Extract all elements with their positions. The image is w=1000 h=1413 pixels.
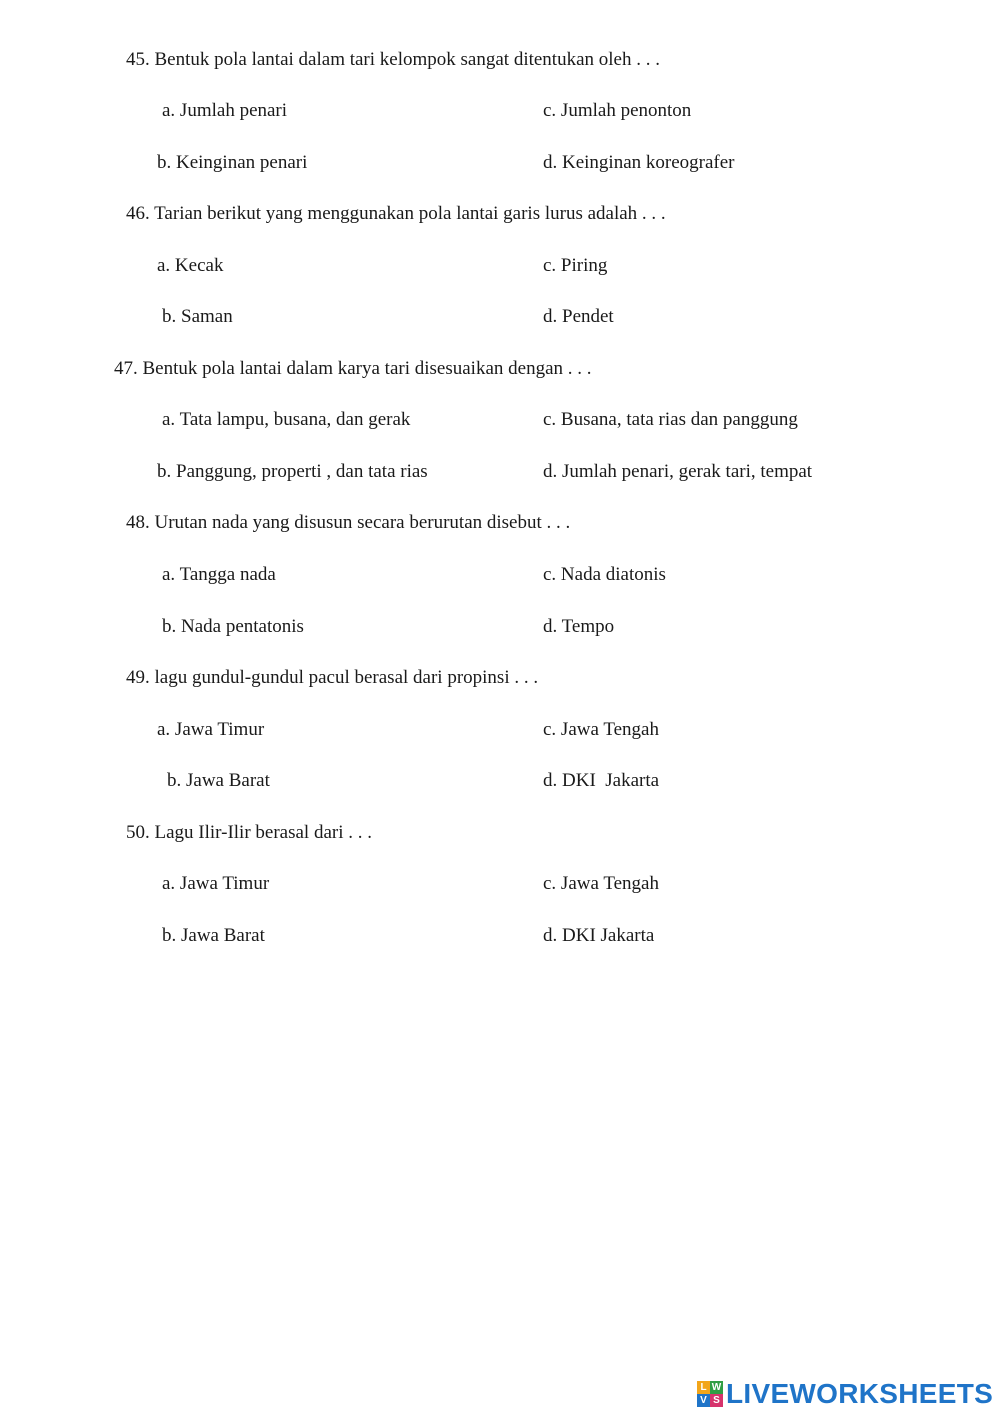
question-48-option-d[interactable]: d. Tempo xyxy=(543,616,615,637)
logo-mark-cell: L xyxy=(697,1381,710,1394)
question-47-stem: 47. Bentuk pola lantai dalam karya tari disesuaikan dengan . . . xyxy=(114,358,592,379)
question-50-stem: 50. Lagu Ilir-Ilir berasal dari . . . xyxy=(126,822,372,843)
liveworksheets-logo-icon xyxy=(697,1381,723,1407)
question-48-stem: 48. Urutan nada yang disusun secara berurutan disebut . . . xyxy=(126,512,571,533)
question-45-option-b[interactable]: b. Keinginan penari xyxy=(157,152,308,173)
question-47-option-b[interactable]: b. Panggung, properti , dan tata rias xyxy=(157,461,428,482)
question-48-option-a[interactable]: a. Tangga nada xyxy=(162,564,276,585)
logo-mark-cell: V xyxy=(697,1394,710,1407)
question-47-option-c[interactable]: c. Busana, tata rias dan panggung xyxy=(543,409,798,430)
liveworksheets-logo-text: LIVEWORKSHEETS xyxy=(726,1378,994,1409)
question-50-option-d[interactable]: d. DKI Jakarta xyxy=(543,925,655,946)
logo-mark-cell: W xyxy=(711,1382,722,1393)
question-46-option-c[interactable]: c. Piring xyxy=(543,255,608,276)
question-48-option-b[interactable]: b. Nada pentatonis xyxy=(162,616,304,637)
question-46-option-b[interactable]: b. Saman xyxy=(162,306,233,327)
question-50-option-b[interactable]: b. Jawa Barat xyxy=(162,925,265,946)
question-45-option-a[interactable]: a. Jumlah penari xyxy=(162,100,288,121)
question-50-option-a[interactable]: a. Jawa Timur xyxy=(162,873,270,894)
question-47-option-a[interactable]: a. Tata lampu, busana, dan gerak xyxy=(162,409,411,430)
liveworksheets-logo xyxy=(697,1378,993,1410)
question-47-option-d[interactable]: d. Jumlah penari, gerak tari, tempat xyxy=(543,461,813,482)
question-49-stem: 49. lagu gundul-gundul pacul berasal dari propinsi . . . xyxy=(126,667,539,688)
question-48-option-c[interactable]: c. Nada diatonis xyxy=(543,564,666,585)
question-45-option-d[interactable]: d. Keinginan koreografer xyxy=(543,152,735,173)
question-46-option-d[interactable]: d. Pendet xyxy=(543,306,614,327)
question-46-option-a[interactable]: a. Kecak xyxy=(157,255,224,276)
question-49-option-a[interactable]: a. Jawa Timur xyxy=(157,719,265,740)
question-45-stem: 45. Bentuk pola lantai dalam tari kelompok sangat ditentukan oleh . . . xyxy=(126,49,660,70)
question-46-stem: 46. Tarian berikut yang menggunakan pola lantai garis lurus adalah . . . xyxy=(126,203,666,224)
logo-mark-cell: S xyxy=(710,1394,723,1407)
question-49-option-d[interactable]: d. DKI Jakarta xyxy=(543,770,660,791)
question-50-option-c[interactable]: c. Jawa Tengah xyxy=(543,873,659,894)
question-49-option-b[interactable]: b. Jawa Barat xyxy=(167,770,270,791)
question-45-option-c[interactable]: c. Jumlah penonton xyxy=(543,100,692,121)
question-49-option-c[interactable]: c. Jawa Tengah xyxy=(543,719,659,740)
